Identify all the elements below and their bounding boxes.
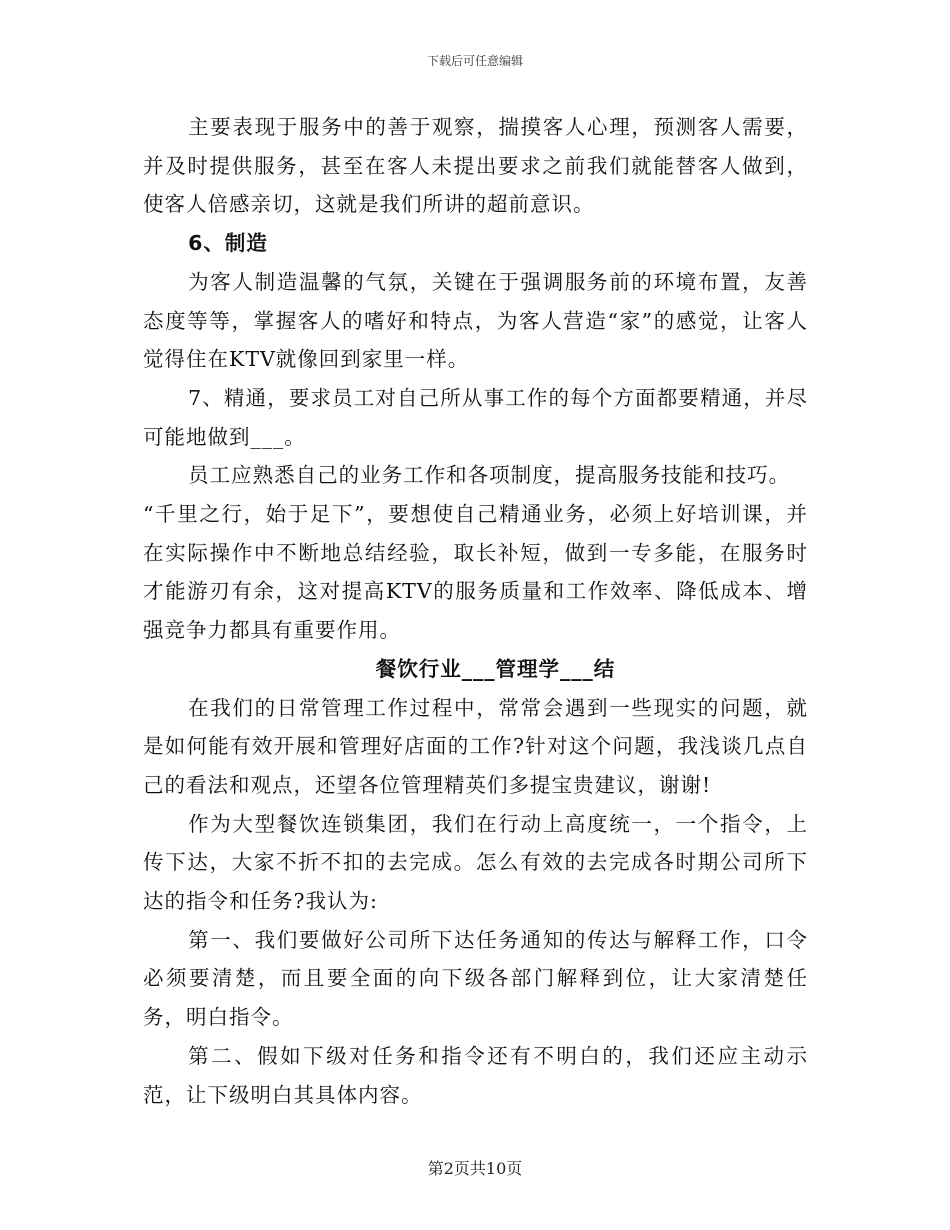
- paragraph-second-point: 第二、假如下级对任务和指令还有不明白的，我们还应主动示范，让下级明白其具体内容。: [143, 1043, 808, 1107]
- paragraph-unified-action: 作为大型餐饮连锁集团，我们在行动上高度统一，一个指令，上传下达，大家不折不扣的去完成。怎么有效的去完成各时期公司所下达的指令和任务?我认为:: [143, 811, 808, 914]
- document-body: [143, 108, 808, 1114]
- paragraph-proficiency: 7、精通，要求员工对自己所从事工作的每个方面都要精通，并尽可能地做到___。: [143, 385, 808, 449]
- paragraph-first-point: 第一、我们要做好公司所下达任务通知的传达与解释工作，口令必须要清楚，而且要全面的向下级各部门解释到位，让大家清楚任务，明白指令。: [143, 927, 808, 1030]
- paragraph-staff-familiarity: 员工应熟悉自己的业务工作和各项制度，提高服务技能和技巧。: [188, 463, 791, 488]
- paragraph-training: “千里之行，始于足下”，要想使自己精通业务，必须上好培训课，并在实际操作中不断地总结经验，取长补短，做到一专多能，在服务时才能游刃有余，这对提高KTV的服务质量和工作效率、降低成本、增强竞争力都具有重要作用。: [143, 502, 808, 643]
- section-title: 餐饮行业___管理学___结: [375, 656, 616, 681]
- paragraph-create-atmosphere: 为客人制造温馨的气氛，关键在于强调服务前的环境布置，友善态度等等，掌握客人的嗜好和特点，为客人营造“家”的感觉，让客人觉得住在KTV就像回到家里一样。: [143, 269, 808, 372]
- paragraph-continuation: 主要表现于服务中的善于观察，揣摸客人心理，预测客人需要，并及时提供服务，甚至在客人未提出要求之前我们就能替客人做到，使客人倍感亲切，这就是我们所讲的超前意识。: [143, 115, 808, 217]
- sub-heading-6: 6、制造: [188, 231, 268, 256]
- page-footer: 第2页共10页: [427, 1159, 523, 1178]
- page-header: 下载后可任意编辑: [426, 54, 523, 68]
- paragraph-intro: 在我们的日常管理工作过程中，常常会遇到一些现实的问题，就是如何能有效开展和管理好店面的工作?针对这个问题，我浅谈几点自己的看法和观点，还望各位管理精英们多提宝贵建议，谢谢!: [143, 695, 808, 797]
